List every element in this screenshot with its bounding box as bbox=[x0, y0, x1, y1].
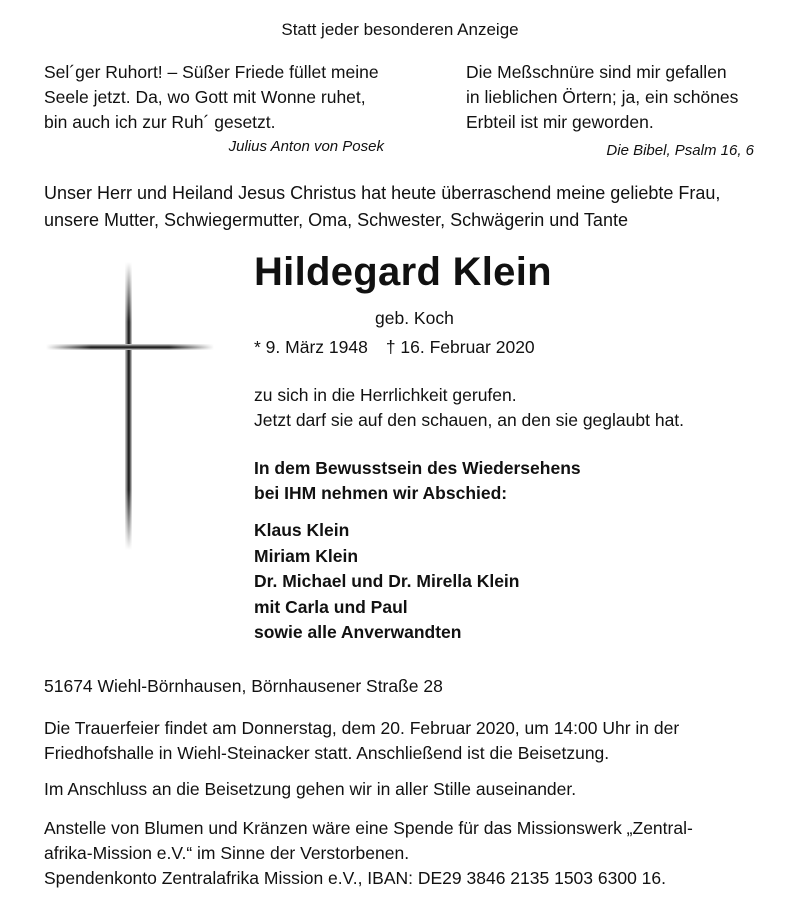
intro-line: Unser Herr und Heiland Jesus Christus hat heute überraschend meine geliebte Frau, bbox=[44, 183, 721, 203]
maiden-name: geb. Koch bbox=[375, 308, 454, 328]
cross-horizontal-beam bbox=[46, 344, 214, 350]
called-line: Jetzt darf sie auf den schauen, an den sie geglaubt hat. bbox=[254, 410, 685, 430]
verse-left-line: bin auch ich zur Ruh´ gesetzt. bbox=[44, 112, 276, 132]
donation-info bbox=[44, 816, 693, 891]
verse-left bbox=[44, 60, 379, 135]
donation-line: Anstelle von Blumen und Kränzen wäre eine Spende für das Missionswerk „Zentral- bbox=[44, 818, 693, 838]
death-date: † 16. Februar 2020 bbox=[385, 337, 535, 357]
funeral-line: Die Trauerfeier findet am Donnerstag, dem 20. Februar 2020, um 14:00 Uhr in der bbox=[44, 718, 680, 738]
donation-line: Spendenkonto Zentralafrika Mission e.V., IBAN: DE29 3846 2135 1503 6300 16. bbox=[44, 868, 666, 888]
verse-right-attribution: Die Bibel, Psalm 16, 6 bbox=[606, 142, 754, 159]
verse-right-line: Die Meßschnüre sind mir gefallen bbox=[466, 62, 727, 82]
mourner-item: mit Carla und Paul bbox=[254, 596, 408, 617]
farewell-text bbox=[254, 456, 581, 506]
verse-left-line: Sel´ger Ruhort! – Süßer Friede füllet meine bbox=[44, 62, 379, 82]
life-dates bbox=[254, 337, 535, 358]
farewell-line: In dem Bewusstsein des Wiedersehens bbox=[254, 458, 581, 478]
mourner-item: Miriam Klein bbox=[254, 545, 359, 566]
mourner-item: Dr. Michael und Dr. Mirella Klein bbox=[254, 571, 520, 591]
verse-left-attribution: Julius Anton von Posek bbox=[228, 138, 384, 155]
mourners-list bbox=[254, 518, 519, 646]
intro-text bbox=[44, 180, 720, 234]
farewell-line: bei IHM nehmen wir Abschied: bbox=[254, 483, 508, 503]
intro-line: unsere Mutter, Schwiegermutter, Oma, Schwester, Schwägerin und Tante bbox=[44, 210, 628, 230]
cross-vertical-beam bbox=[125, 262, 132, 550]
cross-icon bbox=[46, 262, 216, 552]
verse-left-line: Seele jetzt. Da, wo Gott mit Wonne ruhet, bbox=[44, 87, 366, 107]
donation-line: afrika-Mission e.V.“ im Sinne der Verstorbenen. bbox=[44, 843, 410, 863]
verse-right-line: in lieblichen Örtern; ja, ein schönes bbox=[466, 87, 739, 107]
called-text bbox=[254, 383, 684, 433]
funeral-info bbox=[44, 716, 679, 766]
silence-note: Im Anschluss an die Beisetzung gehen wir in aller Stille auseinander. bbox=[44, 779, 577, 799]
verse-right bbox=[466, 60, 738, 135]
deceased-name: Hildegard Klein bbox=[254, 250, 552, 294]
funeral-line: Friedhofshalle in Wiehl-Steinacker statt. Anschließend ist die Beisetzung. bbox=[44, 743, 610, 763]
header-notice: Statt jeder besonderen Anzeige bbox=[281, 20, 519, 39]
mourner-item: Klaus Klein bbox=[254, 520, 350, 540]
verse-right-line: Erbteil ist mir geworden. bbox=[466, 112, 654, 132]
mourner-item: sowie alle Anverwandten bbox=[254, 622, 462, 642]
called-line: zu sich in die Herrlichkeit gerufen. bbox=[254, 385, 517, 405]
birth-date: * 9. März 1948 bbox=[254, 337, 368, 357]
family-address: 51674 Wiehl-Börnhausen, Börnhausener Straße 28 bbox=[44, 676, 443, 696]
